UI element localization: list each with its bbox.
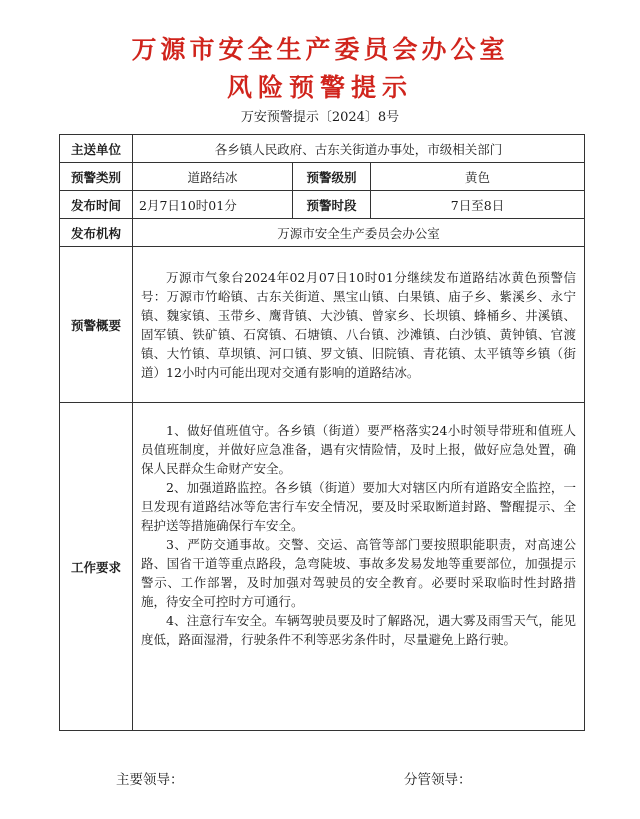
title-line-1: 万源市安全生产委员会办公室 (131, 35, 509, 64)
summary-cell (133, 247, 585, 403)
warning-level-label: 预警级别 (293, 163, 371, 191)
warning-period-label: 预警时段 (293, 191, 371, 219)
requirement-item: 4、注意行车安全。车辆驾驶员要及时了解路况，遇大雾及雨雪天气，能见度低，路面湿滑，行驶条件不利等恶劣条件时，尽量避免上路行驶。 (141, 613, 576, 647)
warning-type-label: 预警类别 (60, 163, 133, 191)
requirement-item: 2、加强道路监控。各乡镇（街道）要加大对辖区内所有道路安全监控，一旦发现有道路结冰等危害行车安全情况，要及时采取断道封路、警醒提示、全程护送等措施确保行车安全。 (141, 480, 576, 533)
issuer-value: 万源市安全生产委员会办公室 (133, 219, 585, 247)
title-line-2: 风险预警提示 (226, 73, 413, 102)
recipients-value: 各乡镇人民政府、古东关街道办事处，市级相关部门 (133, 135, 585, 163)
document-number: 万安预警提示〔2024〕8号 (240, 110, 400, 125)
row-issuer (60, 219, 585, 247)
row-type-level (60, 163, 585, 191)
issuer-label: 发布机构 (60, 219, 133, 247)
requirements-cell (133, 403, 585, 731)
warning-level-value: 黄色 (371, 163, 585, 191)
row-time-period (60, 191, 585, 219)
summary-text: 万源市气象台2024年02月07日10时01分继续发布道路结冰黄色预警信号：万源市竹峪镇、古东关街道、黑宝山镇、白果镇、庙子乡、紫溪乡、永宁镇、魏家镇、玉带乡、鹰背镇、大沙镇、曾家乡、长坝镇、蜂桶乡、井溪镇、固军镇、铁矿镇、石窝镇、石塘镇、八台镇、沙滩镇、白沙镇、黄钟镇、官渡镇、大竹镇、草坝镇、河口镇、罗文镇、旧院镇、青花镇、太平镇等乡镇（街道）12小时内可能出现对交通有影响的道路结冰。 (141, 269, 576, 380)
summary-label: 预警概要 (60, 247, 133, 403)
requirements-label: 工作要求 (60, 403, 133, 731)
issue-time-value: 2月7日10时01分 (133, 191, 293, 219)
recipients-label: 主送单位 (60, 135, 133, 163)
requirement-item: 1、做好值班值守。各乡镇（街道）要严格落实24小时领导带班和值班人员值班制度，并做好应急准备，遇有灾情险情，及时上报，做好应急处置，确保人民群众生命财产安全。 (141, 423, 576, 476)
warning-table (59, 134, 585, 731)
row-requirements (60, 403, 585, 731)
warning-type-value: 道路结冰 (133, 163, 293, 191)
deputy-leader-label: 分管领导： (404, 772, 472, 788)
row-recipients (60, 135, 585, 163)
requirement-item: 3、严防交通事故。交警、交运、高管等部门要按照职能职责，对高速公路、国省干道等重点路段，急弯陡坡、事故多发易发地等重要部位，加强提示警示、工作部署，及时加强对驾驶员的安全教育。必要时采取临时性封路措施，待安全可控时方可通行。 (141, 537, 576, 609)
issue-time-label: 发布时间 (60, 191, 133, 219)
warning-period-value: 7日至8日 (371, 191, 585, 219)
row-summary (60, 247, 585, 403)
main-leader-label: 主要领导： (116, 772, 184, 788)
